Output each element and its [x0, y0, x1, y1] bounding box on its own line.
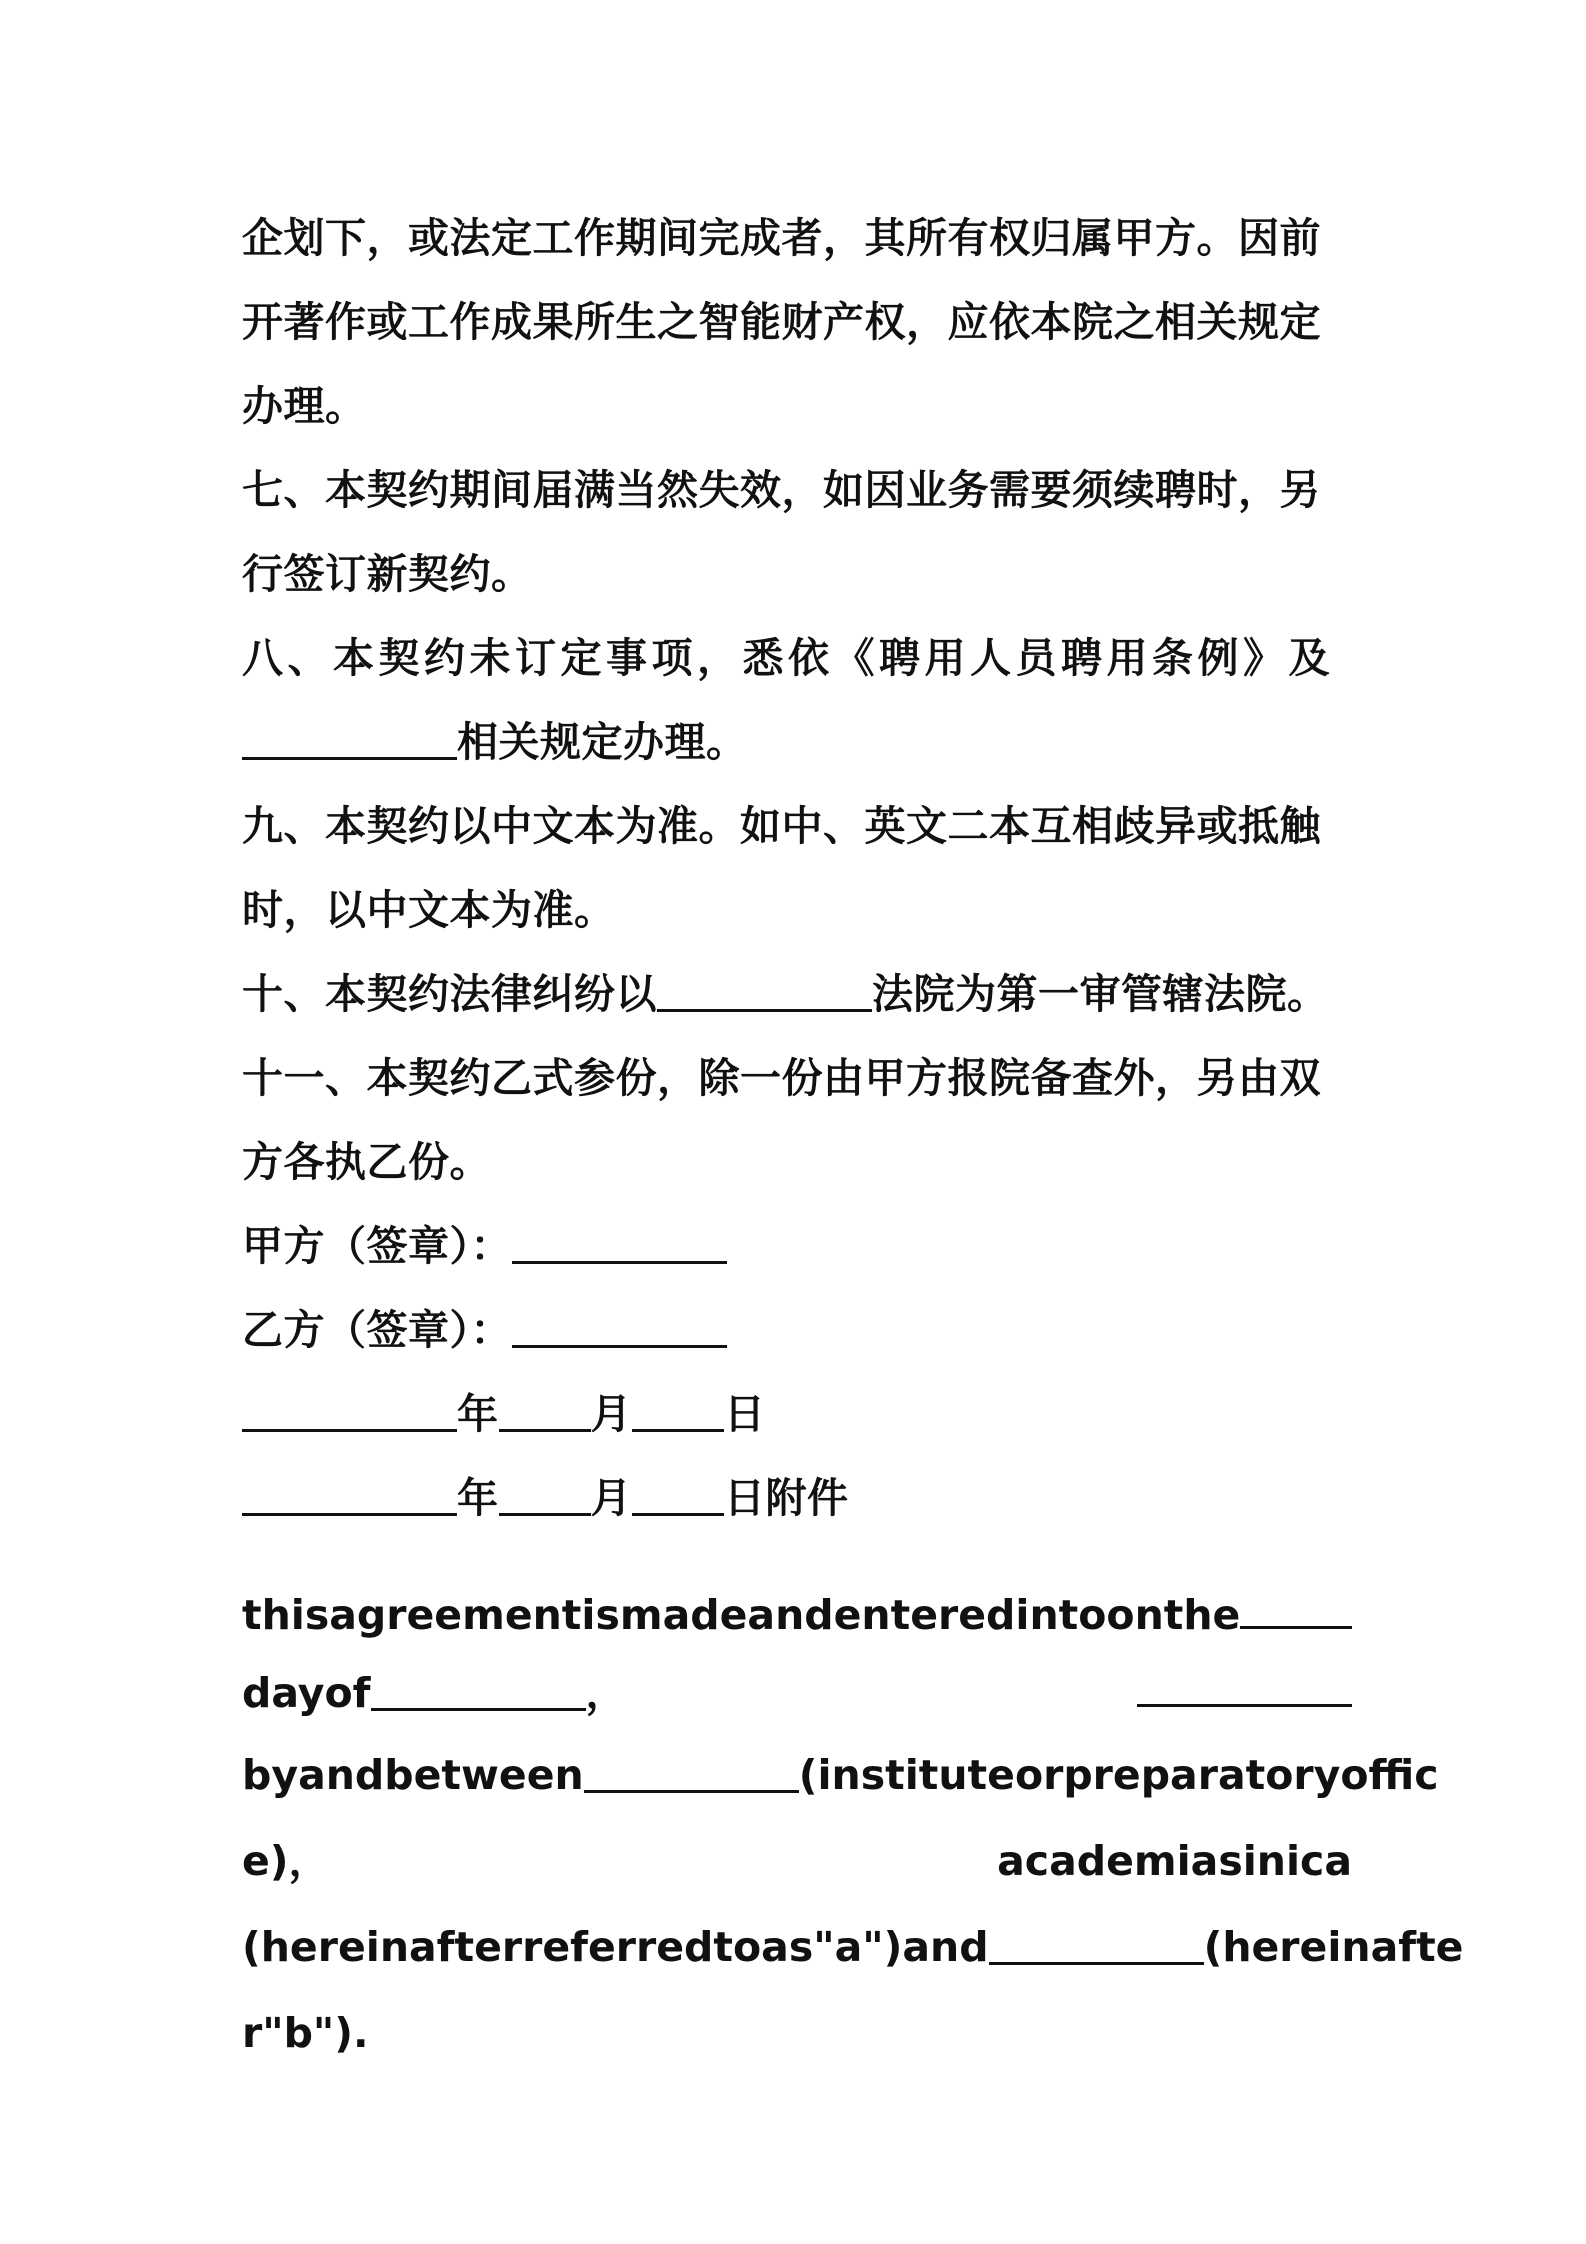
- english-line: [242, 1576, 1352, 1654]
- court-blank[interactable]: [657, 959, 872, 1012]
- english-line: [242, 1732, 1439, 1818]
- clause-ten-prefix: 十、本契约法律纠纷以: [242, 970, 657, 1018]
- clause-ten-line: [242, 952, 1352, 1036]
- month-blank[interactable]: [499, 1463, 591, 1516]
- year-label: 年: [457, 1390, 499, 1438]
- spacer: [242, 1540, 1352, 1576]
- document-page: [242, 196, 1464, 2076]
- year-label: 年: [457, 1474, 499, 1522]
- party-a-signature-blank[interactable]: [512, 1211, 727, 1264]
- english-text: dayof ，: [242, 1654, 627, 1732]
- clause-eight-line: 八、本契约未订定事项，悉依《聘用人员聘用条例》及: [242, 634, 1334, 682]
- institute-blank[interactable]: [584, 1740, 799, 1793]
- party-b-signature-line: [242, 1288, 1352, 1372]
- english-text: e)，: [242, 1837, 330, 1885]
- date-line: [242, 1372, 1352, 1456]
- clause-nine-line: 九、本契约以中文本为准。如中、英文二本互相歧异或抵触: [242, 802, 1321, 850]
- paragraph-line: 企划下，或法定工作期间完成者，其所有权归属甲方。因前: [242, 214, 1321, 262]
- english-text: thisagreementismadeandenteredintoonthe: [242, 1591, 1241, 1639]
- party-a-signature-line: [242, 1204, 1352, 1288]
- day-attachment-label: 日附件: [724, 1474, 849, 1522]
- clause-nine-line: 时，以中文本为准。: [242, 886, 616, 934]
- year-blank[interactable]: [242, 1379, 457, 1432]
- clause-eight-suffix: 相关规定办理。: [457, 718, 748, 766]
- day-label: 日: [724, 1390, 766, 1438]
- month-blank[interactable]: [499, 1379, 591, 1432]
- english-text: academiasinica: [997, 1837, 1352, 1885]
- clause-eleven-line: 十一、本契约乙式参份，除一份由甲方报院备查外，另由双: [242, 1054, 1321, 1102]
- paragraph-line: 办理。: [242, 382, 367, 430]
- date-blank[interactable]: [1240, 1576, 1352, 1629]
- clause-seven-line: 七、本契约期间届满当然失效，如因业务需要须续聘时，另: [242, 466, 1321, 514]
- english-text: (hereinafte: [1203, 1923, 1464, 1971]
- party-b-label: 乙方（签章）：: [242, 1306, 512, 1354]
- party-b-name-blank[interactable]: [989, 1912, 1204, 1965]
- day-blank[interactable]: [632, 1379, 724, 1432]
- english-line: [242, 1818, 1352, 1904]
- clause-seven-line: 行签订新契约。: [242, 550, 533, 598]
- month-label: 月: [590, 1474, 632, 1522]
- english-text: (hereinafterreferredtoas"a")and: [242, 1904, 1204, 1990]
- month-blank[interactable]: [371, 1658, 586, 1711]
- english-text: byandbetween: [242, 1732, 799, 1818]
- english-text: (instituteorpreparatoryoffic: [798, 1751, 1439, 1799]
- party-a-label: 甲方（签章）：: [242, 1222, 512, 1270]
- english-line: [242, 1904, 1464, 1990]
- english-text: r"b").: [242, 2009, 369, 2057]
- date-attachment-line: [242, 1456, 1352, 1540]
- month-label: 月: [590, 1390, 632, 1438]
- fill-blank[interactable]: [242, 707, 457, 760]
- party-b-signature-blank[interactable]: [512, 1295, 727, 1348]
- clause-ten-suffix: 法院为第一审管辖法院。: [872, 970, 1329, 1018]
- paragraph-line: 开著作或工作成果所生之智能财产权，应依本院之相关规定: [242, 298, 1321, 346]
- year-blank[interactable]: [1137, 1654, 1352, 1707]
- day-blank[interactable]: [632, 1463, 724, 1516]
- english-line: [242, 1990, 1352, 2076]
- year-blank[interactable]: [242, 1463, 457, 1516]
- english-line: [242, 1654, 1352, 1732]
- clause-eight-line: [242, 700, 1352, 784]
- clause-eleven-line: 方各执乙份。: [242, 1138, 491, 1186]
